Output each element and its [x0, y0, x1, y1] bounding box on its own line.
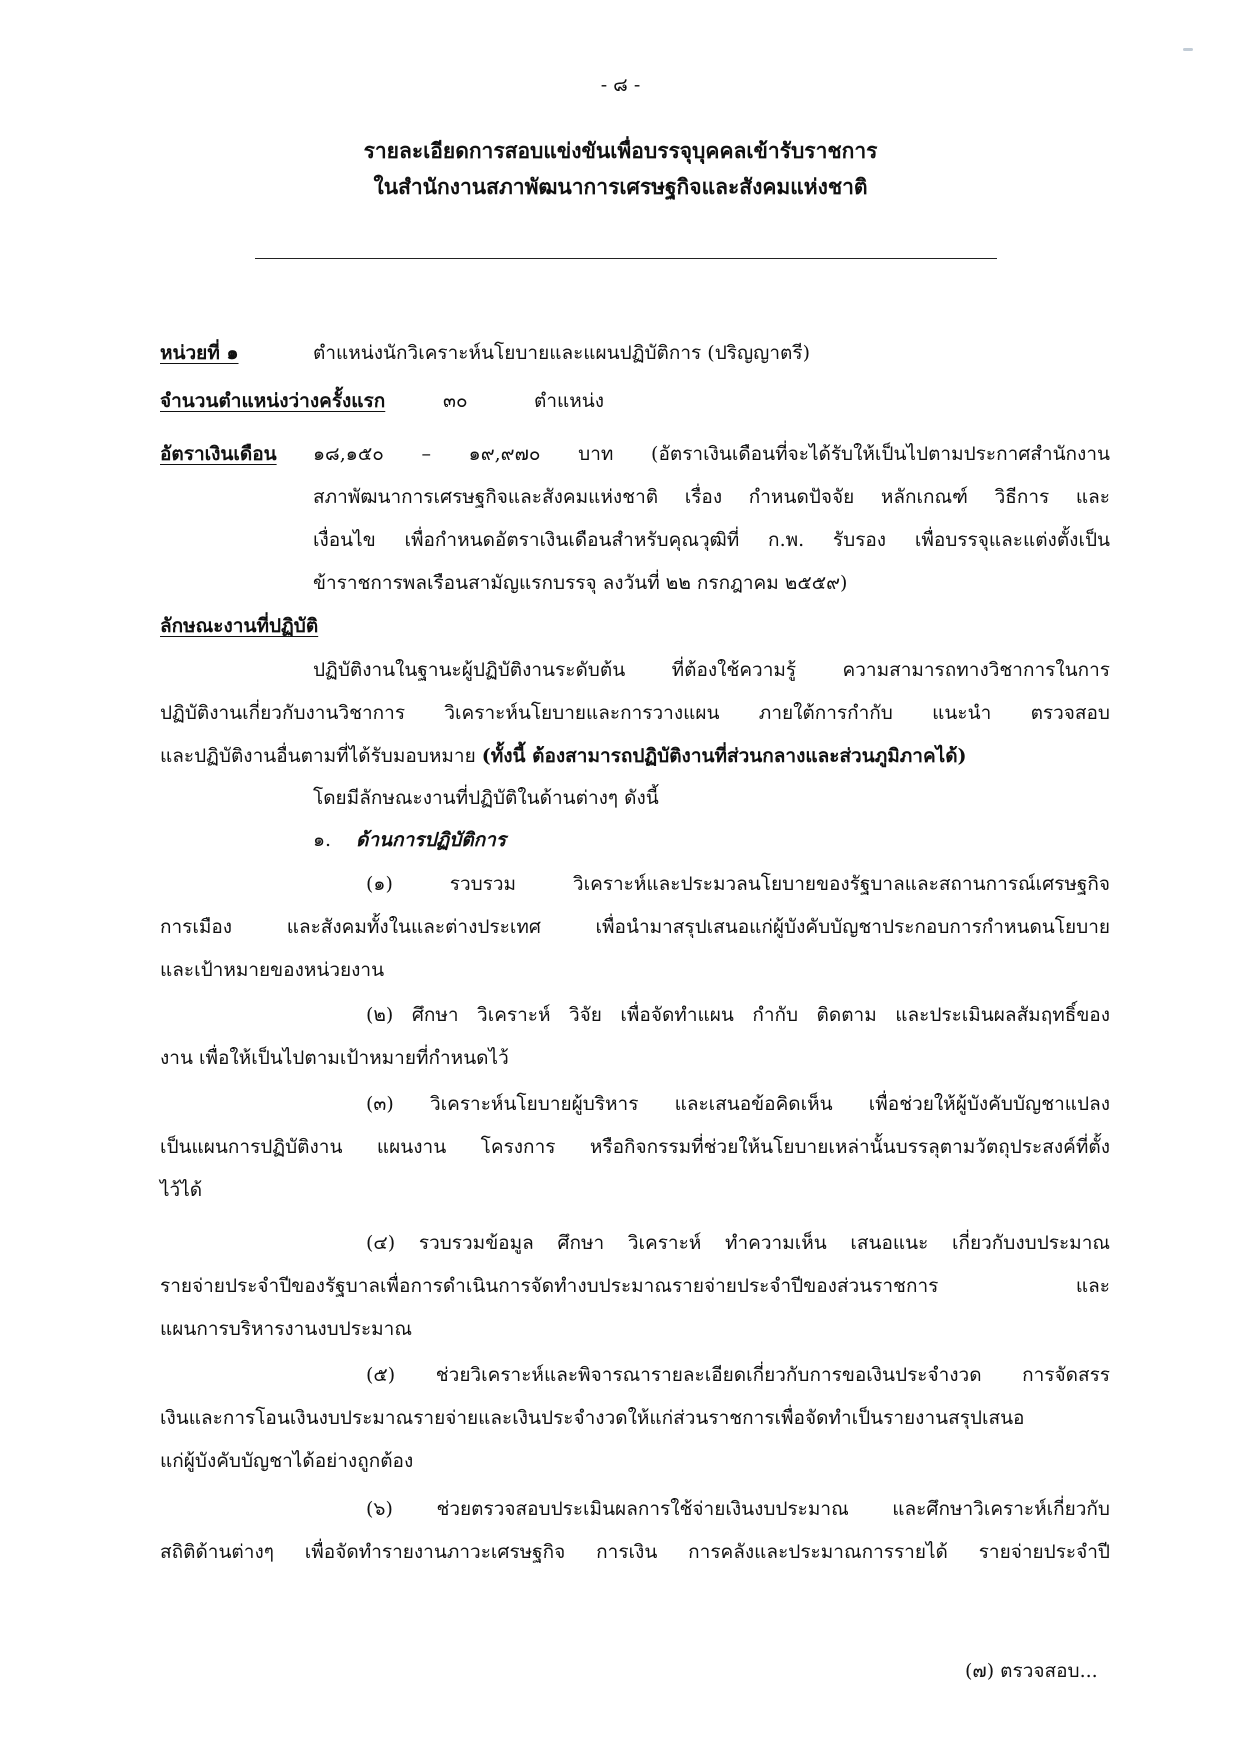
item-line: เงินและการโอนเงินงบประมาณรายจ่ายและเงินประจำงวดให้แก่ส่วนราชการเพื่อจัดทำเป็นรายงานสรุปเสนอ	[160, 1407, 1025, 1429]
item-line: (๒) ศึกษา วิเคราะห์ วิจัย เพื่อจัดทำแผน กำกับ ติดตาม และประเมินผลสัมฤทธิ์ของ	[366, 1004, 1110, 1026]
duties-intro-line: ปฏิบัติงานในฐานะผู้ปฏิบัติงานระดับต้น ที่ต้องใช้ความรู้ ความสามารถทางวิชาการในการ	[313, 659, 1110, 681]
title-divider	[255, 258, 997, 259]
scan-speck	[1183, 48, 1193, 51]
item-line: งาน เพื่อให้เป็นไปตามเป้าหมายที่กำหนดไว้	[160, 1047, 509, 1069]
duties-intro-bold-note: (ทั้งนี้ ต้องสามารถปฏิบัติงานที่ส่วนกลางและส่วนภูมิภาคได้)	[481, 745, 967, 767]
salary-line: สภาพัฒนาการเศรษฐกิจและสังคมแห่งชาติ เรื่อง กำหนดปัจจัย หลักเกณฑ์ วิธีการ และ	[313, 486, 1110, 508]
duties-intro-plain: และปฏิบัติงานอื่นตามที่ได้รับมอบหมาย	[160, 745, 482, 767]
unit-label: หน่วยที่ ๑	[160, 342, 239, 364]
vacancies-label: จำนวนตำแหน่งว่างครั้งแรก	[160, 390, 386, 412]
unit-value: ตำแหน่งนักวิเคราะห์นโยบายและแผนปฏิบัติการ (ปริญญาตรี)	[313, 342, 810, 364]
item-line: (๑) รวบรวม วิเคราะห์และประมวลนโยบายของรัฐบาลและสถานการณ์เศรษฐกิจ	[366, 873, 1110, 895]
section-number: ๑.	[313, 829, 332, 851]
item-line: (๖) ช่วยตรวจสอบประเมินผลการใช้จ่ายเงินงบประมาณ และศึกษาวิเคราะห์เกี่ยวกับ	[366, 1498, 1110, 1520]
vacancies-count: ๓๐	[443, 390, 468, 412]
item-line: (๔) รวบรวมข้อมูล ศึกษา วิเคราะห์ ทำความเห็น เสนอแนะ เกี่ยวกับงบประมาณ	[366, 1232, 1110, 1254]
duties-intro-last-line	[160, 741, 967, 771]
item-line: รายจ่ายประจำปีของรัฐบาลเพื่อการดำเนินการจัดทำงบประมาณรายจ่ายประจำปีของส่วนราชการ และ	[160, 1275, 1110, 1297]
item-line: เป็นแผนการปฏิบัติงาน แผนงาน โครงการ หรือกิจกรรมที่ช่วยให้นโยบายเหล่านั้นบรรลุตามวัตถุประสงค์ที่ตั้ง	[160, 1136, 1110, 1158]
salary-line: ข้าราชการพลเรือนสามัญแรกบรรจุ ลงวันที่ ๒๒ กรกฎาคม ๒๕๕๙)	[313, 572, 848, 594]
salary-label: อัตราเงินเดือน	[160, 443, 277, 465]
duties-lead: โดยมีลักษณะงานที่ปฏิบัติในด้านต่างๆ ดังนี้	[313, 787, 659, 809]
item-line: การเมือง และสังคมทั้งในและต่างประเทศ เพื่อนำมาสรุปเสนอแก่ผู้บังคับบัญชาประกอบการกำหนดนโยบาย	[160, 916, 1110, 938]
page-title-line-1: รายละเอียดการสอบแข่งขันเพื่อบรรจุบุคคลเข้ารับราชการ	[363, 138, 878, 163]
item-line: และเป้าหมายของหน่วยงาน	[160, 959, 385, 981]
salary-line: เงื่อนไข เพื่อกำหนดอัตราเงินเดือนสำหรับคุณวุฒิที่ ก.พ. รับรอง เพื่อบรรจุและแต่งตั้งเป็น	[313, 529, 1110, 551]
page-title-line-2: ในสำนักงานสภาพัฒนาการเศรษฐกิจและสังคมแห่งชาติ	[373, 174, 868, 199]
item-line: (๕) ช่วยวิเคราะห์และพิจารณารายละเอียดเกี่ยวกับการขอเงินประจำงวด การจัดสรร	[366, 1364, 1110, 1386]
continuation-note: (๗) ตรวจสอบ...	[965, 1660, 1098, 1682]
salary-line: ๑๘,๑๕๐ – ๑๙,๙๗๐ บาท (อัตราเงินเดือนที่จะได้รับให้เป็นไปตามประกาศสำนักงาน	[313, 443, 1110, 465]
item-line: (๓) วิเคราะห์นโยบายผู้บริหาร และเสนอข้อคิดเห็น เพื่อช่วยให้ผู้บังคับบัญชาแปลง	[366, 1093, 1110, 1115]
duties-heading: ลักษณะงานที่ปฏิบัติ	[160, 615, 319, 637]
item-line: แก่ผู้บังคับบัญชาได้อย่างถูกต้อง	[160, 1450, 414, 1472]
vacancies-unit: ตำแหน่ง	[534, 390, 605, 412]
item-line: แผนการบริหารงานงบประมาณ	[160, 1318, 412, 1340]
item-line: สถิติด้านต่างๆ เพื่อจัดทำรายงานภาวะเศรษฐกิจ การเงิน การคลังและประมาณการรายได้ รายจ่ายประจำปี	[160, 1541, 1110, 1563]
item-line: ไว้ได้	[160, 1179, 203, 1201]
duties-intro-line: ปฏิบัติงานเกี่ยวกับงานวิชาการ วิเคราะห์นโยบายและการวางแผน ภายใต้การกำกับ แนะนำ ตรวจสอบ	[160, 702, 1110, 724]
page-number: - ๘ -	[600, 74, 641, 96]
section-title: ด้านการปฏิบัติการ	[356, 829, 506, 851]
